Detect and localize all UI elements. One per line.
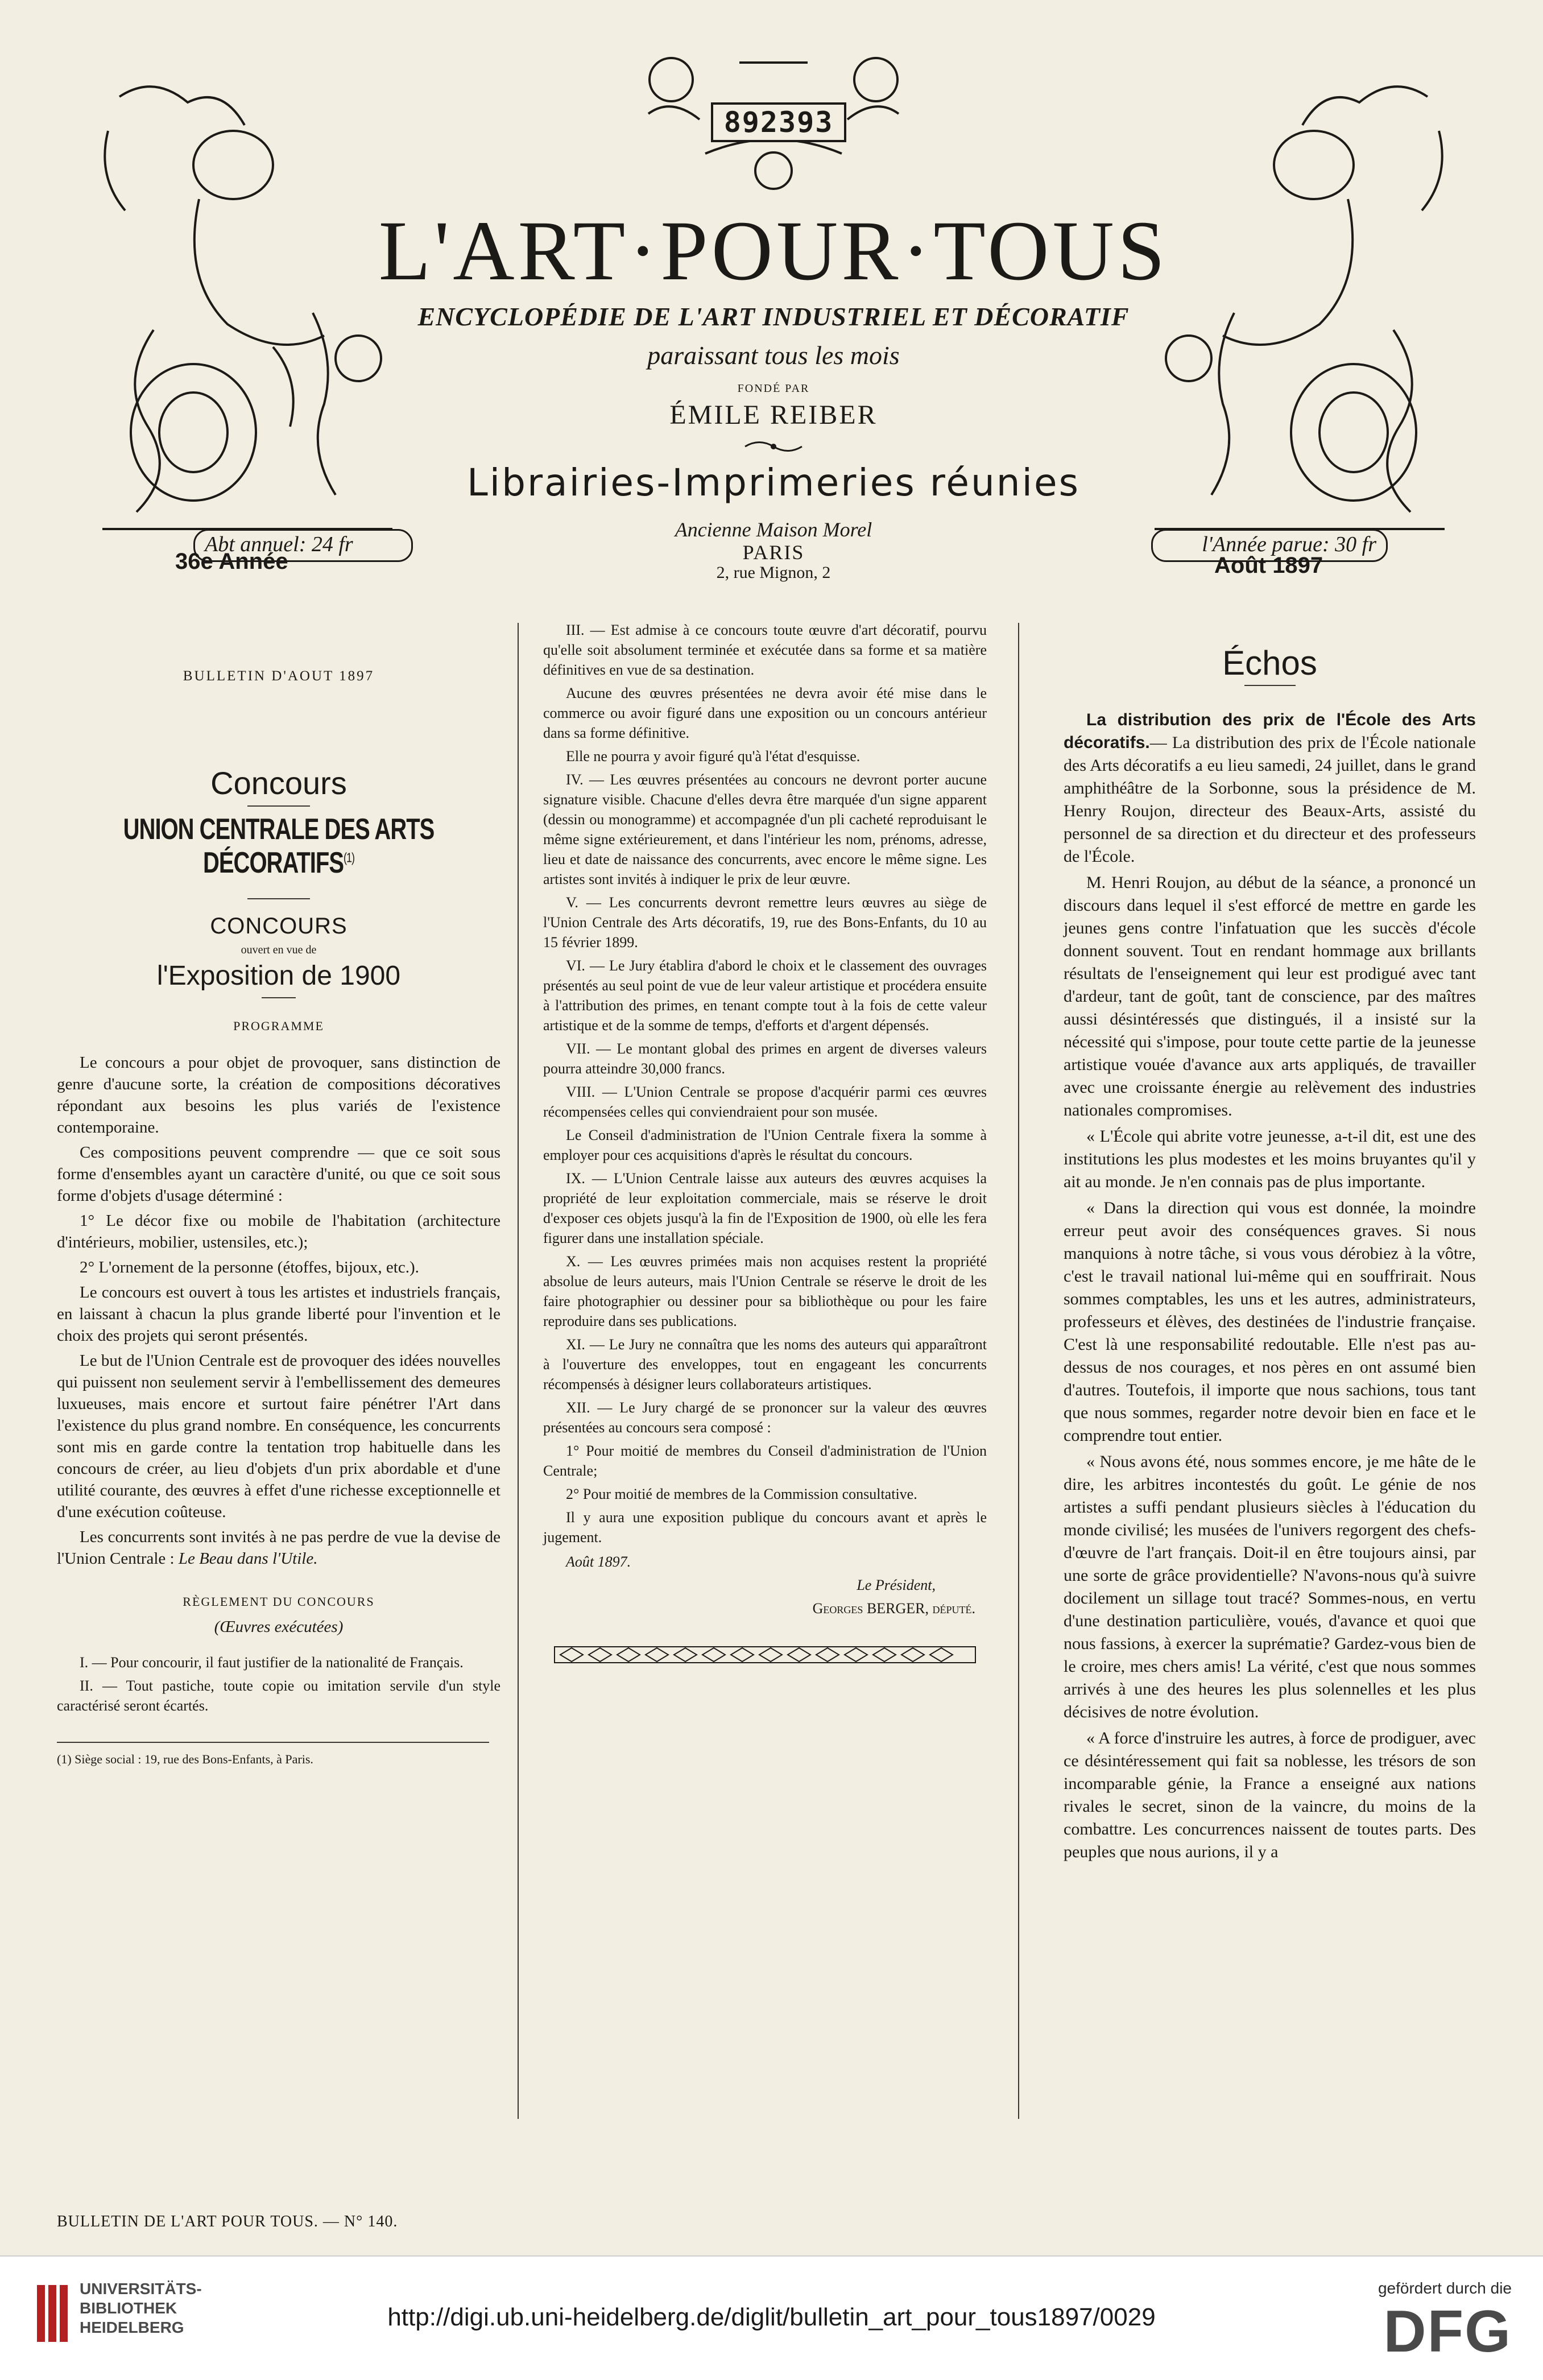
section-title: Concours	[210, 765, 347, 801]
rule-paragraph: III. — Est admise à ce concours toute œuvre d'art décoratif, pourvu qu'elle soit absolument terminée et exécutée dans sa forme et sa matière définitives en vue de sa destination.	[543, 622, 987, 678]
rule-paragraph: VIII. — L'Union Centrale se propose d'acquérir parmi ces œuvres récompensées celles qui conviendraient pour son musée.	[543, 1084, 987, 1120]
publisher-name: Librairies-Imprimeries réunies	[467, 461, 1080, 505]
rule-paragraph: XII. — Le Jury chargé de se prononcer sur la valeur des œuvres présentées au concours sera composé :	[543, 1399, 987, 1436]
funding-caption: gefördert durch die	[1377, 2279, 1512, 2297]
paragraph: Ces compositions peuvent comprendre — que ce soit sous forme d'ensembles ayant un caractère d'unité, ou que ce soit sous forme d'objets d'usage déterminé :	[57, 1143, 500, 1205]
founder-name: ÉMILE REIBER	[669, 400, 878, 430]
footnote-divider	[57, 1742, 489, 1743]
reglement-heading: RÈGLEMENT DU CONCOURS	[183, 1594, 375, 1609]
rule-paragraph: II. — Tout pastiche, toute copie ou imitation servile d'un style caractérisé seront écartés.	[57, 1677, 500, 1714]
right-column	[1064, 620, 1476, 1867]
paragraph: « L'École qui abrite votre jeunesse, a-t-il dit, est une des institutions les plus modestes et les moins bruyantes qu'il y ait au monde. Je n'en connais pas de plus importante.	[1064, 1127, 1476, 1191]
uni-line: UNIVERSITÄTS-	[80, 2280, 202, 2298]
paragraph: Le concours a pour objet de provoquer, sans distinction de genre d'aucune sorte, la création de compositions décoratives répondant aux besoins les plus variés de l'existence contemporaine.	[57, 1053, 500, 1137]
oeuvres-subheading: (Œuvres exécutées)	[214, 1618, 344, 1637]
echos-title: Échos	[1222, 644, 1317, 682]
exposition-heading: l'Exposition de 1900	[156, 961, 401, 991]
publication-frequency: paraissant tous les mois	[647, 341, 900, 370]
union-footnote-mark: (1)	[344, 850, 355, 865]
devise-intro: Les concurrents sont invités à ne pas perdre de vue la devise de l'Union Centrale :	[57, 1528, 500, 1568]
union-heading	[57, 813, 500, 879]
founded-by-label: FONDÉ PAR	[737, 382, 810, 395]
lead-heading: La distribution des prix de l'École des Arts décoratifs.	[1064, 710, 1476, 752]
rule-paragraph: VI. — Le Jury établira d'abord le choix et le classement des ouvrages présentés au seul point de vue de leur valeur artistique et procédera ensuite à l'attribution des primes, en tenant compte tout à la fois de cette valeur artistique et de la somme de temps, d'efforts et d'argent dépensés.	[543, 957, 987, 1034]
divider	[262, 997, 296, 998]
journal-title: L'ART·POUR·TOUS	[378, 204, 1169, 298]
rule-paragraph: V. — Les concurrents devront remettre leurs œuvres au siège de l'Union Centrale des Arts décoratifs, 19, rue des Bons-Enfants, du 10 au 15 février 1899.	[543, 894, 987, 951]
rule-paragraph: VII. — Le montant global des primes en argent de diverses valeurs pourra atteindre 30,000 francs.	[543, 1040, 987, 1077]
rule-paragraph: I. — Pour concourir, il faut justifier de la nationalité de Français.	[80, 1654, 464, 1671]
publisher-city: PARIS	[742, 541, 805, 564]
page-footer: BULLETIN DE L'ART POUR TOUS. — N° 140.	[57, 2213, 398, 2230]
middle-column	[543, 620, 987, 1670]
divider	[247, 805, 310, 807]
devise-paragraph	[57, 1526, 500, 1569]
devise-motto: Le Beau dans l'Utile.	[178, 1550, 318, 1568]
rule-paragraph: Elle ne pourra y avoir figuré qu'à l'état d'esquisse.	[566, 748, 861, 765]
paragraph: Le concours est ouvert à tous les artistes et industriels français, en laissant à chacun la plus grande liberté pour l'invention et le choix des projets qui seront présentés.	[57, 1283, 500, 1345]
signature-date: Août 1897.	[566, 1553, 631, 1570]
paragraph: Le but de l'Union Centrale est de provoquer des idées nouvelles qui puissent non seulement servir à l'embellissement des demeures luxueuses, mais encore et surtout faire pénétrer l'Art dans l'existence du plus grand nombre. En conséquence, les concurrents sont mis en garde contre la tentation trop habituelle dans les concours de créer, au lieu d'objets d'un prix abordable et d'une utilité courante, des œuvres à effet d'une richesse exceptionnelle et d'une exécution coûteuse.	[57, 1352, 500, 1522]
left-column	[57, 620, 500, 1774]
rule-paragraph: X. — Les œuvres primées mais non acquises restent la propriété absolue de leurs auteurs, mais l'Union Centrale se réserve le droit de les faire photographier ou dessiner pour sa bibliothèque ou pour les faire reproduire dans ses publications.	[543, 1253, 987, 1329]
rule-paragraph: Le Conseil d'administration de l'Union Centrale fixera la somme à employer pour ces acquisitions d'après le résultat du concours.	[543, 1127, 987, 1163]
signature-name: Georges BERGER, député.	[812, 1600, 975, 1617]
ouvert-label: ouvert en vue de	[241, 944, 317, 957]
rule-paragraph: IV. — Les œuvres présentées au concours ne devront porter aucune signature visible. Chacune d'elles devra être marquée d'un signe apparent (dessin ou monogramme) et accompagnée d'un pli cacheté reproduisant le même signe extérieurement, et dans l'intérieur les nom, prénoms, adresse, lieu et date de naissance des concurrents, avec encore le même signe. Les artistes sont invités à indiquer le prix de leur œuvre.	[543, 771, 987, 887]
rule-paragraph: 2° Pour moitié de membres de la Commission consultative.	[566, 1486, 917, 1502]
journal-subtitle: ENCYCLOPÉDIE DE L'ART INDUSTRIEL ET DÉCORATIF	[417, 302, 1130, 331]
issue-year: 36e Année	[175, 549, 288, 574]
issue-month: Août 1897	[1214, 553, 1323, 578]
rule-paragraph: XI. — Le Jury ne connaîtra que les noms des auteurs qui apparaîtront à l'ouverture des enveloppes, tout en engageant les concurrents récompensés à désigner leurs collaborateurs artistiques.	[543, 1336, 987, 1393]
paragraph: 2° L'ornement de la personne (étoffes, bijoux, etc.).	[80, 1258, 419, 1277]
digitization-bar	[0, 2255, 1543, 2380]
fleuron-icon	[742, 438, 805, 455]
lead-paragraph	[1064, 709, 1476, 868]
footnote: (1) Siège social : 19, rue des Bons-Enfants, à Paris.	[57, 1752, 313, 1767]
rule-paragraph: IX. — L'Union Centrale laisse aux auteurs des œuvres acquises la propriété de leur exploitation commerciale, mais se réserve le droit d'exposer ces objets jusqu'à la fin de l'Exposition de 1900, où elle les fera figurer dans une installation spéciale.	[543, 1170, 987, 1246]
signature-title: Le Président,	[857, 1577, 936, 1593]
rule-paragraph: Aucune des œuvres présentées ne devra avoir été mise dans le commerce ou avoir figuré dans une exposition ou un concours antérieur dans sa forme définitive.	[543, 685, 987, 741]
divider	[1244, 685, 1296, 686]
paragraph: M. Henri Roujon, au début de la séance, a prononcé un discours dans lequel il s'est efforcé de mettre en garde les jeunes gens contre l'infatuation que les succès d'école donnent souvent. Tout en rendant hommage aux brillants résultats de l'enseignement qui leur est prodigué avec tant d'ardeur, tant de goût, tant de conscience, par des maîtres aussi désintéressés que distingués, il a insisté sur la nécessité qui s'impose, pour toute cette partie de la jeunesse artistique vouée d'avance aux arts appliqués, de travailler avec une croissante énergie au relèvement des industries nationales compromises.	[1064, 873, 1476, 1119]
ornamental-band-illustration	[543, 1644, 987, 1665]
past-year-price: l'Année parue: 30 fr	[1202, 532, 1376, 556]
bulletin-heading: BULLETIN D'AOUT 1897	[183, 668, 375, 684]
publisher-street: 2, rue Mignon, 2	[716, 563, 831, 582]
concours-heading: CONCOURS	[210, 914, 348, 939]
paragraph: « Nous avons été, nous sommes encore, je me hâte de le dire, les arbitres incontestés du goût. Le génie de nos artistes a suffi pendant plusieurs siècles à l'éducation du monde civilisé; les musées de l'univers regorgent des chefs-d'œuvre de l'art français. Doit-il en être toujours ainsi, par une sorte de grâce providentielle? N'avons-nous qu'à suivre docilement un sillage tout tracé? Sommes-nous, en vertu d'une destination particulière, voués, d'avance et quoi que nous fassions, à exercer la suprématie? Gardez-vous bien de le croire, mes chers amis! La vérité, c'est que nous sommes arrivés à une des heures les plus solennelles et les plus décisives de notre évolution.	[1064, 1452, 1476, 1721]
divider	[247, 898, 310, 899]
programme-heading: PROGRAMME	[233, 1019, 324, 1034]
rule-paragraph: Il y aura une exposition publique du concours avant et après le jugement.	[543, 1509, 987, 1546]
lead-text: — La distribution des prix de l'École nationale des Arts décoratifs a eu lieu samedi, 24 juillet, dans le grand amphithéâtre de la Sorbonne, sous la présidence de M. Henry Roujon, directeur des Beaux-Arts, assisté du personnel de sa direction et du directeur et des professeurs de l'École.	[1064, 733, 1476, 866]
uni-line: BIBLIOTHEK	[80, 2299, 177, 2317]
catalog-number: 892393	[711, 102, 846, 142]
paragraph: « A force d'instruire les autres, à force de prodiguer, avec ce désintéressement qui fait sa noblesse, les trésors de son incomparable génie, la France a enseigné aux nations rivales le secret, sinon de la vaincre, du moins de la combattre. Les concurrences naissent de toutes parts. Des peuples que nous aurions, il y a	[1064, 1729, 1476, 1861]
permalink-url[interactable]: http://digi.ub.uni-heidelberg.de/diglit/bulletin_art_pour_tous1897/0029	[387, 2303, 1156, 2331]
column-rule	[1018, 623, 1019, 2119]
former-house-name: Ancienne Maison Morel	[675, 518, 872, 541]
dfg-logo: DFG	[1383, 2299, 1512, 2365]
annual-subscription-price: Abt annuel: 24 fr	[205, 532, 353, 556]
union-name: UNION CENTRALE DES ARTS DÉCORATIFS	[123, 813, 435, 879]
uni-line: HEIDELBERG	[80, 2319, 184, 2336]
paragraph: « Dans la direction qui vous est donnée, la moindre erreur peut avoir des conséquences graves. Si nous manquions à notre tâche, si vous vous dérobiez à la vôtre, c'est le travail national lui-même qui en souffrirait. Nous sommes comptables, les uns et les autres, administrateurs, professeurs et élèves, des destinées de l'industrie française. C'est là une responsabilité redoutable. Elle n'est pas au-dessus de nos courages, et nos pères en ont assumé bien d'autres. Toutefois, il importe que nous sachions, tous tant que nous sommes, regarder notre devoir bien en face et le comprendre tout entier.	[1064, 1199, 1476, 1445]
rule-paragraph: 1° Pour moitié de membres du Conseil d'administration de l'Union Centrale;	[543, 1443, 987, 1479]
paragraph: 1° Le décor fixe ou mobile de l'habitation (architecture d'intérieurs, mobilier, ustensiles, etc.);	[57, 1212, 500, 1252]
column-rule	[518, 623, 519, 2119]
